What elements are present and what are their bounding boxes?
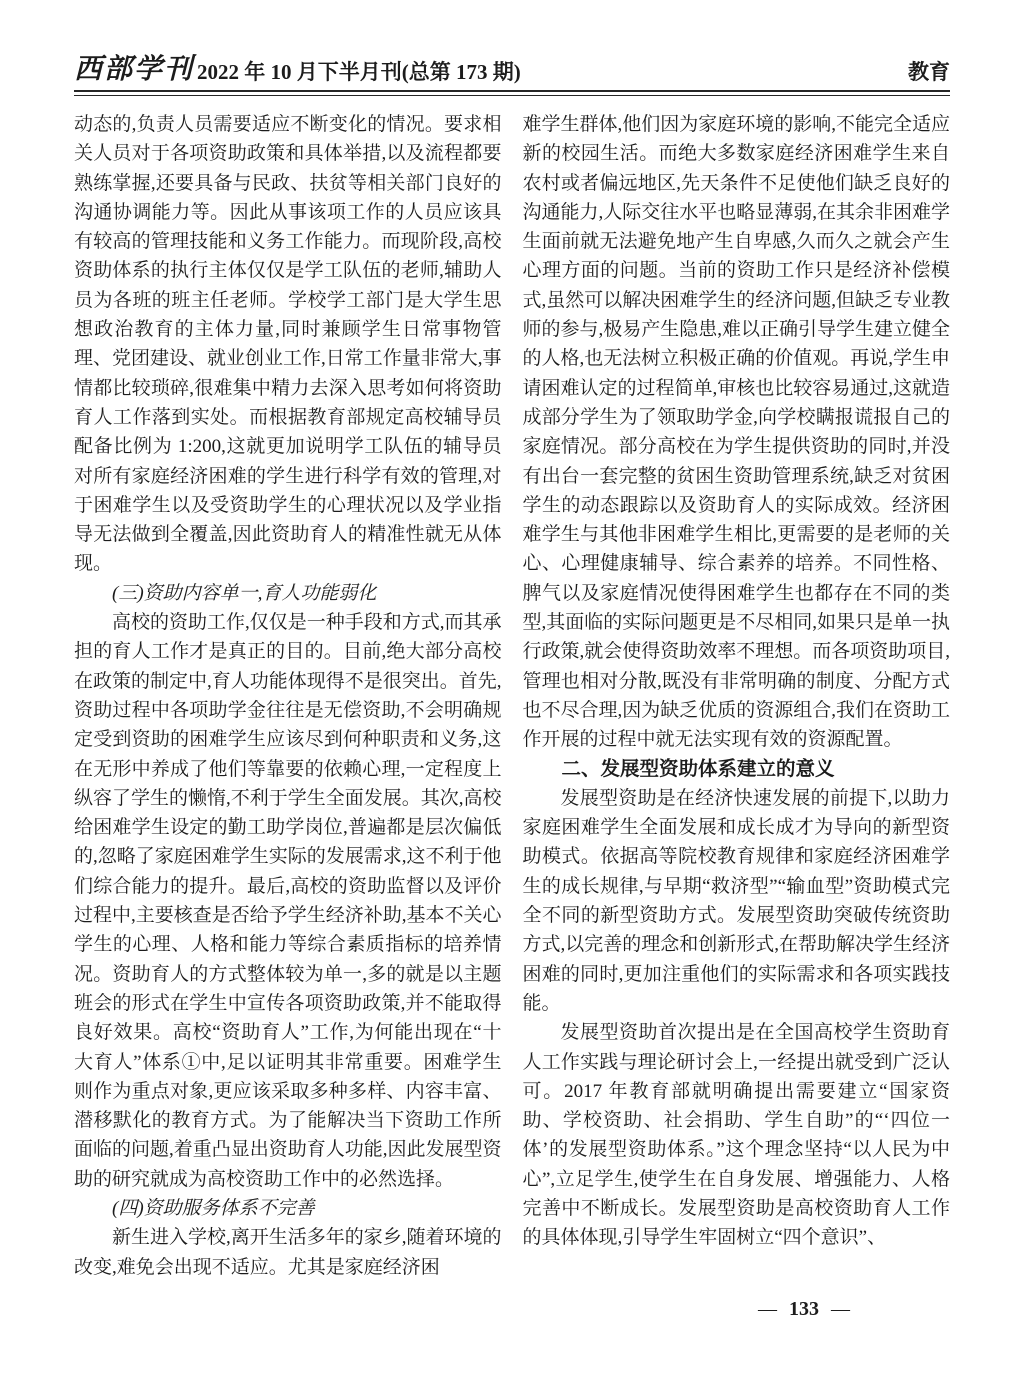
article-body xyxy=(74,110,950,1282)
paragraph: 发展型资助首次提出是在全国高校学生资助育人工作实践与理论研讨会上,一经提出就受到广泛认可。2017 年教育部就明确提出需要建立“国家资助、学校资助、社会捐助、学生自助”的“‘四位一体’的发展型资助体系。”这个理念坚持“以人民为中心”,立足学生,使学生在自身发展、增强能力、人格完善中不断成长。发展型资助是高校资助育人工作的具体体现,引导学生牢固树立“四个意识”、 xyxy=(522,1022,950,1249)
paragraph: 难学生群体,他们因为家庭环境的影响,不能完全适应新的校园生活。而绝大多数家庭经济困难学生来自农村或者偏远地区,先天条件不足使他们缺乏良好的沟通能力,人际交往水平也略显薄弱,在其余非困难学生面前就无法避免地产生自卑感,久而久之就会产生心理方面的问题。当前的资助工作只是经济补偿模式,虽然可以解决困难学生的经济问题,但缺乏专业教师的参与,极易产生隐患,难以正确引导学生建立健全的人格,也无法树立积极正确的价值观。再说,学生申请困难认定的过程简单,审核也比较容易通过,这就造成部分学生为了领取助学金,向学校瞒报谎报自己的家庭情况。部分高校在为学生提供资助的同时,并没有出台一套完整的贫困生资助管理系统,缺乏对贫困学生的动态跟踪以及资助育人的实际成效。经济困难学生与其他非困难学生相比,更需要的是老师的关心、心理健康辅导、综合素养的培养。不同性格、脾气以及家庭情况使得困难学生也都存在不同的类型,其面临的实际问题更是不尽相同,如果只是单一执行政策,就会使得资助效率不理想。而各项资助项目,管理也相对分散,既没有非常明确的制度、分配方式也不尽合理,因为缺乏优质的资源组合,我们在资助工作开展的过程中就无法实现有效的资源配置。 xyxy=(522,114,951,751)
paragraph: 发展型资助是在经济快速发展的前提下,以助力家庭困难学生全面发展和成长成才为导向的新型资助模式。依据高等院校教育规律和家庭经济困难学生的成长规律,与早期“救济型”“输血型”资助模式完全不同的新型资助方式。发展型资助突破传统资助方式,以完善的理念和创新形式,在帮助解决学生经济困难的同时,更加注重他们的实际需求和各项实践技能。 xyxy=(522,787,951,1014)
subsection-heading-3: (三)资助内容单一,育人功能弱化 xyxy=(112,582,377,604)
footer-dash-left: — xyxy=(758,1298,777,1320)
paragraph: 高校的资助工作,仅仅是一种手段和方式,而其承担的育人工作才是真正的目的。目前,绝大部分高校在政策的制定中,育人功能体现得不是很突出。首先,资助过程中各项助学金往往是无偿资助,不会明确规定受到资助的困难学生应该尽到何种职责和义务,这在无形中养成了他们等靠要的依赖心理,一定程度上纵容了学生的懒惰,不利于学生全面发展。其次,高校给困难学生设定的勤工助学岗位,普遍都是层次偏低的,忽略了家庭困难学生实际的发展需求,这不利于他们综合能力的提升。最后,高校的资助监督以及评价过程中,主要核查是否给予学生经济补助,基本不关心学生的心理、人格和能力等综合素质指标的培养情况。资助育人的方式整体较为单一,多的就是以主题班会的形式在学生中宣传各项资助政策,并不能取得良好效果。高校“资助育人”工作,为何能出现在“十大育人”体系①中,足以证明其非常重要。困难学生则作为重点对象,更应该采取多种多样、内容丰富、潜移默化的教育方式。为了能解决当下资助工作所面临的问题,着重凸显出资助育人功能,因此发展型资助的研究就成为高校资助工作中的必然选择。 xyxy=(74,612,502,1190)
paragraph: 新生进入学校,离开生活多年的家乡,随着环境的改变,难免会出现不适应。尤其是家庭经济困 xyxy=(74,1227,502,1278)
section-label: 教育 xyxy=(908,59,950,84)
right-column xyxy=(523,110,951,1282)
page-header xyxy=(74,56,950,84)
journal-masthead xyxy=(74,56,521,84)
header-double-rule xyxy=(74,90,950,96)
section-heading-2: 二、发展型资助体系建立的意义 xyxy=(561,757,835,780)
left-column xyxy=(74,110,502,1282)
subsection-heading-4: (四)资助服务体系不完善 xyxy=(112,1197,315,1219)
paragraph: 动态的,负责人员需要适应不断变化的情况。要求相关人员对于各项资助政策和具体举措,以及流程都要熟练掌握,还要具备与民政、扶贫等相关部门良好的沟通协调能力等。因此从事该项工作的人员应该具有较高的管理技能和义务工作能力。而现阶段,高校资助体系的执行主体仅仅是学工队伍的老师,辅助人员为各班的班主任老师。学校学工部门是大学生思想政治教育的主体力量,同时兼顾学生日常事物管理、党团建设、就业创业工作,日常工作量非常大,事情都比较琐碎,很难集中精力去深入思考如何将资助育人工作落到实处。而根据教育部规定高校辅导员配备比例为 1:200,这就更加说明学工队伍的辅导员对所有家庭经济困难的学生进行科学有效的管理,对于困难学生以及受资助学生的心理状况以及学业指导无法做到全覆盖,因此资助育人的精准性就无从体现。 xyxy=(74,114,502,575)
journal-logo: 西部学刊 xyxy=(74,54,195,85)
page-number: 133 xyxy=(789,1297,819,1320)
page-footer xyxy=(74,1298,950,1321)
footer-dash-right: — xyxy=(831,1298,850,1320)
issue-info: 2022 年 10 月下半月刊(总第 173 期) xyxy=(197,59,521,84)
